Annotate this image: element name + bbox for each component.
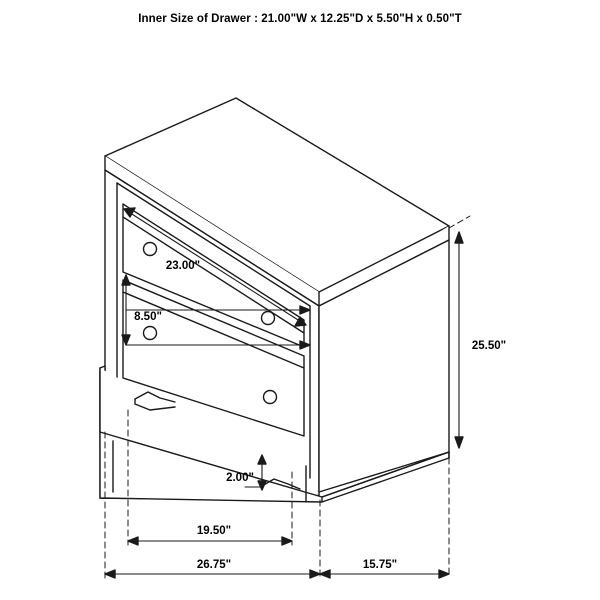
- dim-label-overall-height: 25.50": [471, 340, 507, 352]
- dim-label-drawer-height: 8.50": [134, 311, 162, 323]
- dim-label-base-width: 19.50": [196, 525, 232, 537]
- dim-overall-width: [105, 570, 320, 578]
- dim-label-overall-depth: 15.75": [362, 559, 398, 571]
- page-title: Inner Size of Drawer : 21.00"W x 12.25"D x 5.50"H x 0.50"T: [138, 13, 462, 25]
- dim-label-overall-width: 26.75": [196, 559, 232, 571]
- dim-base-width: [128, 537, 292, 545]
- dim-overall-depth: [320, 570, 449, 578]
- dim-label-toe-kick: 2.00": [226, 472, 254, 484]
- dim-overall-height: [455, 232, 463, 448]
- dim-label-drawer-width: 23.00": [165, 260, 201, 272]
